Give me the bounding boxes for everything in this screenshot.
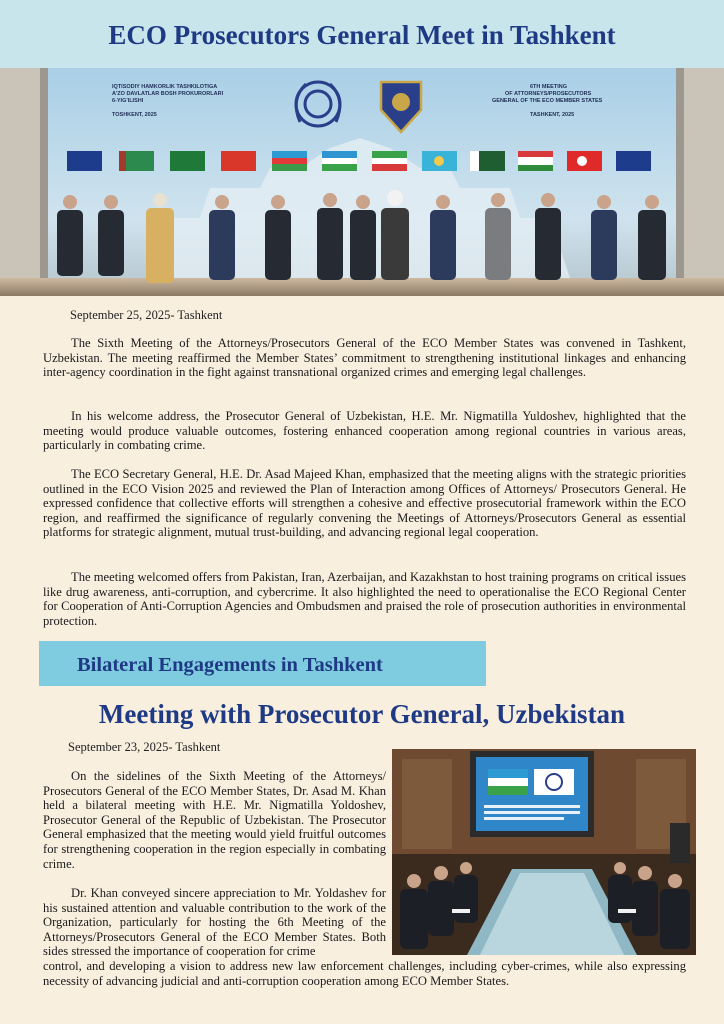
section-title: Bilateral Engagements in Tashkent xyxy=(77,654,383,676)
article2-title: Meeting with Prosecutor General, Uzbekistan xyxy=(98,699,626,729)
article1-date: September 25, 2025- Tashkent xyxy=(70,308,223,322)
article1-paragraph-1: The Sixth Meeting of the Attorneys/Prosecutors General of the ECO Member States was convened in Tashkent, Uzbekistan. The meeting reaffirmed the Member States’ commitment to strengthening institutional linkages and enhancing inter-agency coordination in the fight against transnational organized crimes and emerging legal challenges. xyxy=(43,336,686,380)
article1-paragraph-3: The ECO Secretary General, H.E. Dr. Asad Majeed Khan, emphasized that the meeting aligns with the strategic priorities outlined in the ECO Vision 2025 and reviewed the Plan of Interaction among Offices of Attorneys/ Prosecutors General. He expressed confidence that collective efforts will strengthen a cohesive and effective prosecutorial framework within the ECO region, and reaffirmed the significance of regularly convening the Meetings of Attorneys/Prosecutors General as essential platforms for strategic alignment, mutual trust-building, and advancing regional legal cooperation. xyxy=(43,467,686,540)
group-photo xyxy=(0,68,724,296)
banner-left-place: TOSHKENT, 2025 xyxy=(112,112,157,118)
banner-left-line-3: 6-YIG'ILISHI xyxy=(112,98,144,104)
banner-right-place: TASHKENT, 2025 xyxy=(530,112,575,118)
meeting-photo xyxy=(392,749,696,955)
article2-paragraph-2a: Dr. Khan conveyed sincere appreciation to Mr. Yoldashev for his sustained attention and valuable contribution to the work of the Organization, particularly for hosting the 6th Meeting of the Attorneys/Prosecutors General of the ECO Member States. Both sides stressed the importance of cooperation for crime xyxy=(43,886,386,959)
article2-paragraph-2b: control, and developing a vision to address new law enforcement challenges, including cyber-crimes, while also expressing necessity of advancing judicial and anti-corruption cooperation among ECO Member States. xyxy=(43,959,686,988)
article1-paragraph-4: The meeting welcomed offers from Pakistan, Iran, Azerbaijan, and Kazakhstan to host training programs on critical issues like drug awareness, anti-corruption, and cybercrime. It also highlighted the need to operationalise the ECO Regional Center for Cooperation of Anti-Corruption Agencies and Ombudsmen and praised the role of prosecution authorities in environmental protection. xyxy=(43,570,686,628)
article2-date: September 23, 2025- Tashkent xyxy=(68,740,221,754)
page-title: ECO Prosecutors General Meet in Tashkent xyxy=(108,20,616,50)
article2-paragraph-1: On the sidelines of the Sixth Meeting of the Attorneys/ Prosecutors General of the ECO Member States, Dr. Asad M. Khan held a bilateral meeting with H.E. Mr. Nigmatilla Yoldoshev, Prosecutor General of the Republic of Uzbekistan. The Prosecutor General emphasized that the meeting would yield fruitful outcomes for strengthening cooperation in the region especially in combating crime. xyxy=(43,769,386,871)
article1-paragraph-2: In his welcome address, the Prosecutor General of Uzbekistan, H.E. Mr. Nigmatilla Yuldoshev, highlighted that the meeting would produce valuable outcomes, fostering enhanced cooperation among regional countries in various areas, particularly in combating crime. xyxy=(43,409,686,453)
banner-left-line-1: IQTISODIY HAMKORLIK TASHKILOTIGA xyxy=(112,84,218,90)
banner-right-line-1: 6TH MEETING xyxy=(530,84,567,90)
banner-right-line-2: OF ATTORNEYS/PROSECUTORS xyxy=(505,91,592,97)
banner-left-line-2: A'ZO DAVLATLAR BOSH PROKURORLARI xyxy=(112,91,224,97)
banner-right-line-3: GENERAL OF THE ECO MEMBER STATES xyxy=(492,98,603,104)
